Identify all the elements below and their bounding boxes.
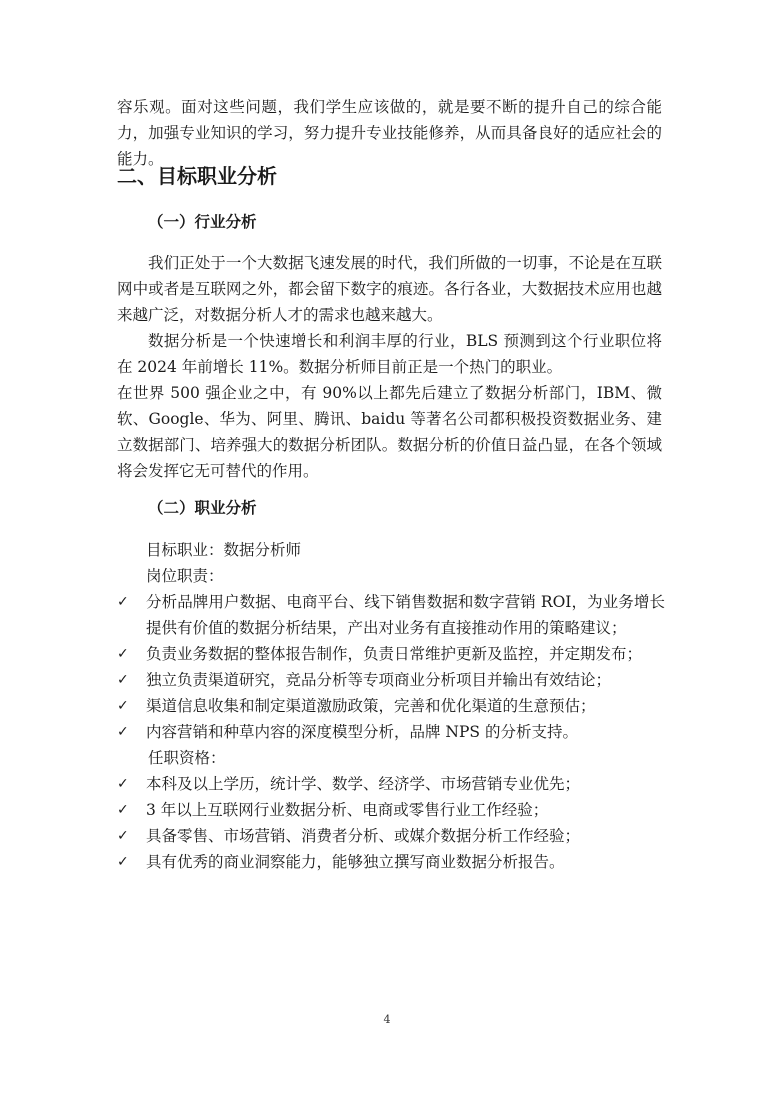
section-title: 二、目标职业分析	[117, 164, 277, 188]
duties-list	[117, 589, 665, 745]
duty-text: 负责业务数据的整体报告制作，负责日常维护更新及监控，并定期发布；	[146, 645, 643, 663]
qualifications-list	[117, 771, 665, 875]
industry-paragraph-2: 数据分析是一个快速增长和利润丰厚的行业，BLS 预测到这个行业职位将在 2024 年前增长 11%。数据分析师目前正是一个热门的职业。	[117, 332, 662, 376]
list-item	[117, 719, 665, 745]
subsection-title-industry: （一）行业分析	[148, 213, 257, 231]
list-item	[117, 667, 665, 693]
check-icon: ✓	[117, 672, 129, 688]
industry-paragraph-3: 在世界 500 强企业之中，有 90%以上都先后建立了数据分析部门，IBM、微软、Google、华为、阿里、腾讯、baidu 等著名公司都积极投资数据业务、建立数据部门、培养强大的数据分析团队。数据分析的价值日益凸显，在各个领域将会发挥它无可替代的作用。	[117, 384, 662, 480]
duty-text: 内容营销和种草内容的深度模型分析，品牌 NPS 的分析支持。	[146, 723, 578, 741]
target-job: 目标职业：数据分析师	[146, 541, 302, 559]
list-item	[117, 797, 665, 823]
list-item	[117, 693, 665, 719]
qualification-text: 具有优秀的商业洞察能力，能够独立撰写商业数据分析报告。	[146, 853, 565, 871]
check-icon: ✓	[117, 776, 129, 792]
duty-text: 独立负责渠道研究，竞品分析等专项商业分析项目并输出有效结论；	[146, 671, 612, 689]
check-icon: ✓	[117, 828, 129, 844]
duties-label: 岗位职责：	[146, 567, 224, 585]
qualifications-label: 任职资格：	[148, 749, 226, 767]
intro-paragraph: 容乐观。面对这些问题，我们学生应该做的，就是要不断的提升自己的综合能力，加强专业知识的学习，努力提升专业技能修养，从而具备良好的适应社会的能力。	[117, 98, 662, 168]
check-icon: ✓	[117, 698, 129, 714]
industry-paragraph-1: 我们正处于一个大数据飞速发展的时代，我们所做的一切事，不论是在互联网中或者是互联网之外，都会留下数字的痕迹。各行各业，大数据技术应用也越来越广泛，对数据分析人才的需求也越来越大。	[117, 254, 662, 324]
qualification-text: 3 年以上互联网行业数据分析、电商或零售行业工作经验；	[146, 801, 549, 819]
page-number: 4	[383, 1013, 391, 1026]
check-icon: ✓	[117, 854, 129, 870]
duty-text: 渠道信息收集和制定渠道激励政策，完善和优化渠道的生意预估；	[146, 697, 596, 715]
check-icon: ✓	[117, 724, 129, 740]
list-item	[117, 771, 665, 797]
duty-text: 分析品牌用户数据、电商平台、线下销售数据和数字营销 ROI，为业务增长提供有价值的数据分析结果，产出对业务有直接推动作用的策略建议；	[146, 593, 665, 637]
check-icon: ✓	[117, 802, 129, 818]
list-item	[117, 589, 665, 641]
list-item	[117, 849, 665, 875]
qualification-text: 本科及以上学历，统计学、数学、经济学、市场营销专业优先；	[146, 775, 581, 793]
check-icon: ✓	[117, 646, 129, 662]
check-icon: ✓	[117, 594, 129, 610]
qualification-text: 具备零售、市场营销、消费者分析、或媒介数据分析工作经验；	[146, 827, 581, 845]
subsection-title-career: （二）职业分析	[148, 499, 257, 517]
list-item	[117, 641, 665, 667]
list-item	[117, 823, 665, 849]
